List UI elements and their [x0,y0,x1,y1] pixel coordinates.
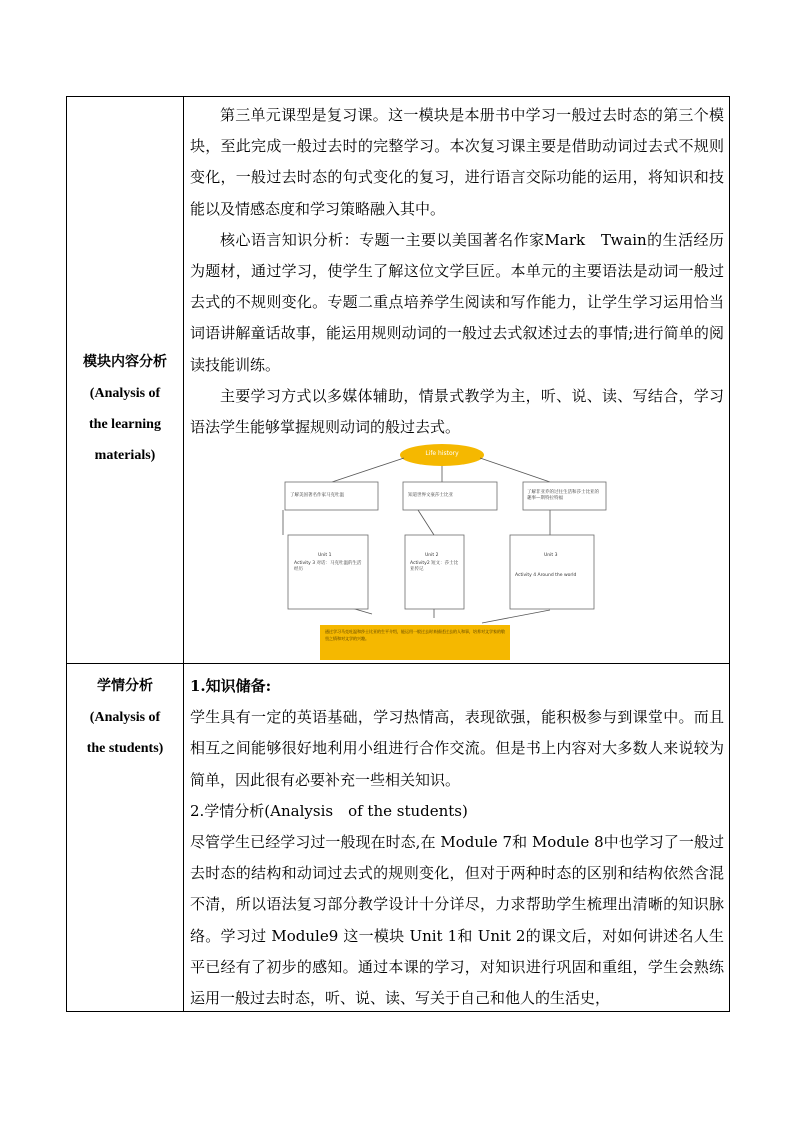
materials-analysis-label [67,347,183,471]
box-b-text: 知道世界文豪莎士比亚 [408,493,453,498]
materials-label-en-3: materials) [94,448,156,463]
unit1-title: Unit 1 [318,553,332,558]
unit1-text: Activity 3 对话：马克吐温的生活经历 [294,561,362,572]
summary-banner: 通过学习马克吐温和莎士比亚的生平介绍，能运用一般过去时来描述过去的人和事，培养对文学家的敬畏之情和对文学的兴趣。 [320,625,510,660]
row-divider [67,663,729,664]
materials-label-en-1: (Analysis of [89,386,161,401]
knowledge-paragraph: 学生具有一定的英语基础，学习热情高，表现欲强，能积极参与到课堂中。而且相互之间能够很好地利用小组进行合作交流。但是书上内容对大多数人来说较为简单，因此很有必要补充一些相关知识。 [190,708,724,789]
unit3-text: Activity 4 Around the world [515,573,577,578]
materials-label-en-2: the learning [89,417,161,432]
students-label-en-2: the students) [86,741,164,756]
unit3-box [510,535,594,609]
materials-analysis-content [190,100,724,443]
students-label-en-1: (Analysis of [89,710,161,725]
unit2-title: Unit 2 [425,553,439,558]
knowledge-heading: 1.知识储备: [190,677,272,695]
analysis-paragraph: 尽管学生已经学习过一般现在时态,在 Module 7和 Module 8中也学习了一般过去时态的结构和动词过去式的规则变化，但对于两种时态的区别和结构依然含混不清，所以语法复习部分教学设计十分详尽，力求帮助学生梳理出清晰的知识脉络。学习过 Module9 这一模块 Unit 1和 Unit 2的课文后，对如何讲述名人生平已经有了初步的感知。通过本课的学习，对知识进行巩固和重组，学生会熟练运用一般过去时态，听、说、读、写关于自己和他人的生活史， [190,833,724,1008]
root-label: Life history [425,450,459,457]
students-analysis-label [67,671,183,764]
unit3-title: Unit 3 [544,553,558,558]
column-divider [183,97,184,1011]
students-label-cn: 学情分析 [97,678,153,694]
analysis-heading: 2.学情分析(Analysis of the students) [190,801,468,820]
materials-paragraph-1: 第三单元课型是复习课。这一模块是本册书中学习一般过去时态的第三个模块，至此完成一般过去时的完整学习。本次复习课主要是借助动词过去式不规则变化，一般过去时态的句式变化的复习，进行语言交际功能的运用，将知识和技能以及情感态度和学习策略融入其中。 [190,106,724,218]
unit2-text: Activity2 短文：莎士比亚传记 [410,561,459,572]
materials-label-cn: 模块内容分析 [83,354,167,370]
life-history-diagram [220,440,616,662]
materials-paragraph-3: 主要学习方式以多媒体辅助，情景式教学为主，听、说、读、写结合，学习语法学生能够掌握规则动词的般过去式。 [190,386,724,437]
materials-paragraph-2: 核心语言知识分析：专题一主要以美国著名作家Mark Twain的生活经历为题材，通过学习，使学生了解这位文学巨匠。本单元的主要语法是动词一般过去式的不规则变化。专题二重点培养学生阅读和写作能力，让学生学习运用恰当词语讲解童话故事，能运用规则动词的一般过去式叙述过去的事情;进行简单的阅读技能训练。 [190,230,724,374]
box-a-text: 了解美国著名作家马克吐温 [290,493,344,498]
box-c-text: 了解非亚乔的过往生活和莎士比亚的趣事—斯特拉特福 [527,490,599,501]
students-analysis-content [190,671,724,1014]
